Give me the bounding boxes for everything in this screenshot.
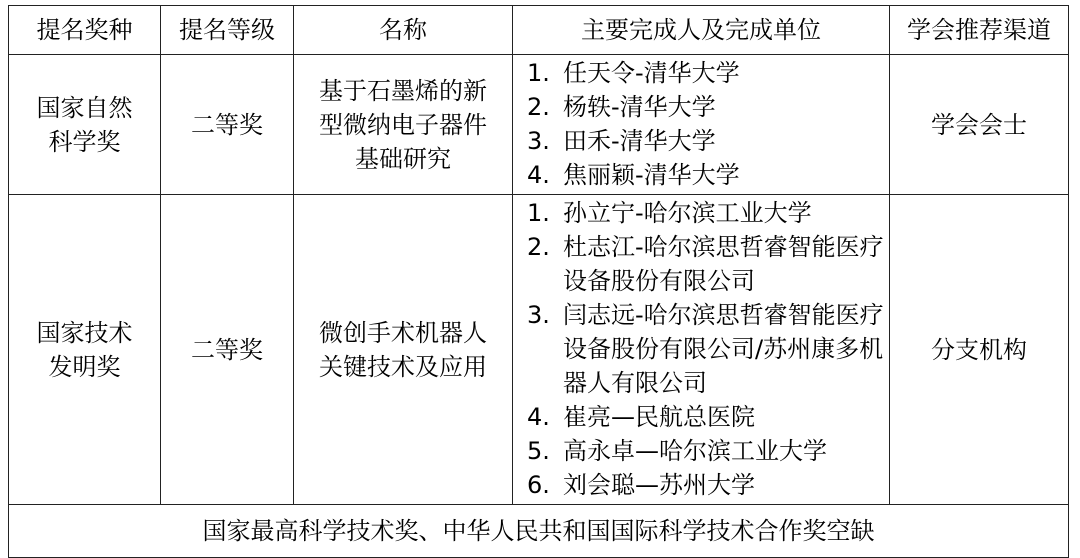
project-name-text: 微创手术机器人关键技术及应用 (319, 318, 487, 381)
header-award-type: 提名奖种 (9, 6, 161, 55)
list-item: 1. 任天令-清华大学 (527, 59, 740, 87)
award-type-text: 国家技术发明奖 (36, 318, 133, 381)
list-item: 1. 孙立宁-哈尔滨工业大学 (527, 199, 812, 227)
list-item: 4. 崔亮—民航总医院 (527, 403, 755, 431)
award-type-text: 国家自然科学奖 (36, 93, 133, 156)
header-row (9, 6, 1069, 55)
completers-cell (513, 195, 890, 505)
project-name-cell (294, 55, 513, 195)
list-item: 3. 闫志远-哈尔滨思哲睿智能医疗设备股份有限公司/苏州康多机器人有限公司 (527, 301, 884, 397)
grade-cell: 二等奖 (161, 55, 294, 195)
grade-cell: 二等奖 (161, 195, 294, 505)
table-row (9, 55, 1069, 195)
list-item: 2. 杜志江-哈尔滨思哲睿智能医疗设备股份有限公司 (527, 233, 884, 295)
completers-list (513, 55, 889, 194)
list-item: 4. 焦丽颖-清华大学 (527, 161, 740, 189)
header-name: 名称 (294, 6, 513, 55)
completers-list (513, 195, 889, 504)
nomination-table (8, 5, 1069, 558)
header-completers: 主要完成人及完成单位 (513, 6, 890, 55)
channel-cell: 分支机构 (890, 195, 1069, 505)
award-type-cell (9, 195, 161, 505)
list-item: 6. 刘会聪—苏州大学 (527, 471, 755, 499)
project-name-text: 基于石墨烯的新型微纳电子器件基础研究 (319, 76, 487, 173)
project-name-cell (294, 195, 513, 505)
footer-note: 国家最高科学技术奖、中华人民共和国国际科学技术合作奖空缺 (9, 505, 1069, 558)
header-grade: 提名等级 (161, 6, 294, 55)
list-item: 2. 杨轶-清华大学 (527, 93, 716, 121)
header-channel: 学会推荐渠道 (890, 6, 1069, 55)
completers-cell (513, 55, 890, 195)
award-type-cell (9, 55, 161, 195)
table-row (9, 195, 1069, 505)
list-item: 5. 高永卓—哈尔滨工业大学 (527, 437, 827, 465)
list-item: 3. 田禾-清华大学 (527, 127, 716, 155)
footer-row (9, 505, 1069, 558)
channel-cell: 学会会士 (890, 55, 1069, 195)
